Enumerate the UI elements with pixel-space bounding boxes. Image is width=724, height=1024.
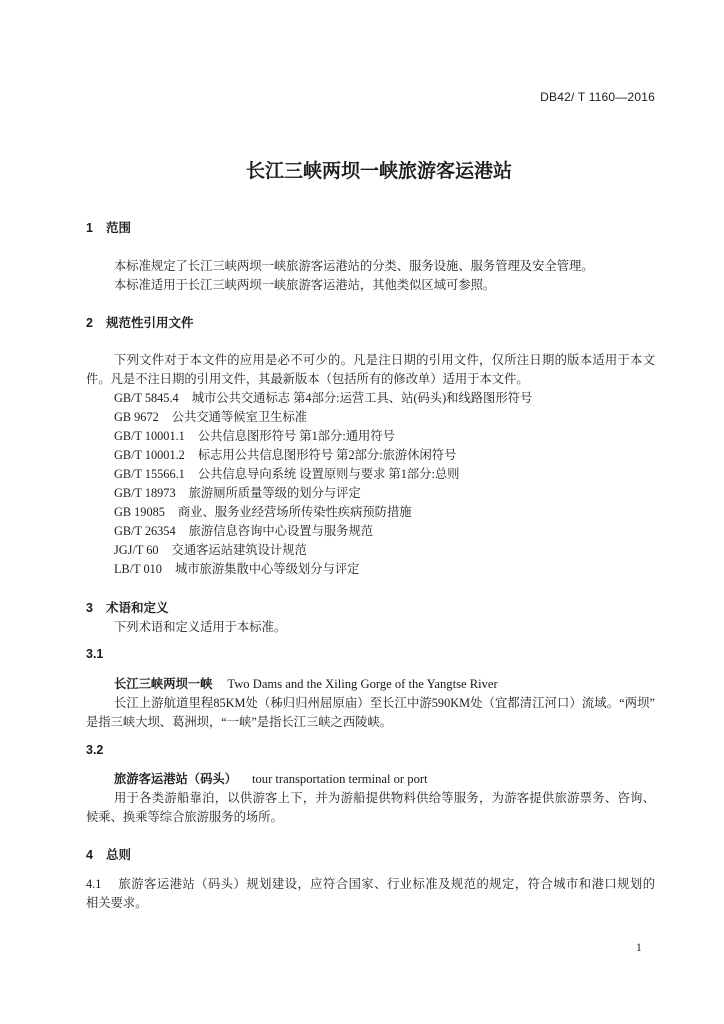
- clause-line: [86, 875, 655, 894]
- section-1-heading: [86, 219, 655, 238]
- page-number: 1: [636, 941, 642, 954]
- reference-code: GB/T 18973: [114, 485, 176, 500]
- reference-title: 旅游信息咨询中心设置与服务规范: [188, 523, 374, 538]
- reference-item: [86, 522, 655, 541]
- reference-title: 商业、服务业经营场所传染性疾病预防措施: [177, 504, 412, 519]
- reference-code: GB/T 5845.4: [114, 390, 179, 405]
- reference-item: [86, 408, 655, 427]
- reference-item: [86, 503, 655, 522]
- reference-item: [86, 560, 655, 579]
- reference-item: [86, 446, 655, 465]
- term-number: 3.1: [86, 646, 104, 661]
- reference-item: [86, 541, 655, 560]
- term-english: tour transportation terminal or port: [251, 771, 428, 786]
- reference-title: 公共交通等候室卫生标准: [171, 409, 308, 424]
- section-3-heading: [86, 599, 655, 618]
- term-entry: [86, 675, 655, 694]
- term-definition: [86, 694, 655, 732]
- section-title: 总则: [106, 847, 132, 862]
- term-definition: [86, 789, 655, 827]
- reference-title: 公共信息图形符号 第1部分:通用符号: [197, 428, 395, 443]
- reference-title: 旅游厕所质量等级的划分与评定: [188, 485, 361, 500]
- section-title: 规范性引用文件: [106, 315, 194, 330]
- page-title: 长江三峡两坝一峡旅游客运港站: [246, 161, 513, 182]
- reference-title: 交通客运站建筑设计规范: [171, 542, 307, 557]
- paragraph: 本标准规定了长江三峡两坝一峡旅游客运港站的分类、服务设施、服务管理及安全管理。: [114, 258, 594, 273]
- reference-code: GB 9672: [114, 409, 159, 424]
- section-2-heading: [86, 314, 655, 333]
- reference-item: [86, 484, 655, 503]
- reference-title: 公共信息导向系统 设置原则与要求 第1部分:总则: [197, 466, 460, 481]
- reference-list: [86, 389, 655, 579]
- section-number: 1: [86, 220, 93, 235]
- clause-line: 相关要求。: [86, 895, 148, 910]
- section-1-body: [86, 257, 655, 295]
- paragraph-line: 下列文件对于本文件的应用是必不可少的。凡是注日期的引用文件，仅所注日期的版本适用于本文: [114, 352, 655, 367]
- reference-item: [86, 465, 655, 484]
- section-3-intro: [86, 618, 655, 637]
- term-chinese: 旅游客运港站（码头）: [114, 771, 237, 786]
- section-number: 3: [86, 600, 93, 615]
- term-number: 3.2: [86, 742, 104, 757]
- clause-number: 4.1: [86, 876, 102, 891]
- reference-title: 城市旅游集散中心等级划分与评定: [174, 561, 360, 576]
- reference-code: GB/T 26354: [114, 523, 176, 538]
- reference-title: 城市公共交通标志 第4部分:运营工具、站(码头)和线路图形符号: [191, 390, 533, 405]
- reference-code: GB 19085: [114, 504, 165, 519]
- reference-code: JGJ/T 60: [114, 542, 159, 557]
- definition-line: 是指三峡大坝、葛洲坝，“一峡”是指长江三峡之西陵峡。: [86, 714, 393, 729]
- definition-line: 长江上游航道里程85KM处（秭归归州屈原庙）至长江中游590KM处（宜都清江河口）流域。“两坝”: [114, 695, 655, 710]
- section-number: 2: [86, 315, 93, 330]
- reference-code: LB/T 010: [114, 561, 162, 576]
- paragraph-line: 件。凡是不注日期的引用文件，其最新版本（包括所有的修改单）适用于本文件。: [86, 371, 529, 386]
- clause-text: 旅游客运港站（码头）规划建设，应符合国家、行业标准及规范的规定，符合城市和港口规划的: [118, 876, 655, 891]
- section-title: 术语和定义: [106, 600, 169, 615]
- term-line: [86, 675, 655, 694]
- section-4-heading: [86, 846, 655, 865]
- definition-line: 候乘、换乘等综合旅游服务的场所。: [86, 809, 283, 824]
- term-line: [86, 770, 655, 789]
- clause: [86, 875, 655, 913]
- reference-code: GB/T 10001.1: [114, 428, 185, 443]
- reference-title: 标志用公共信息图形符号 第2部分:旅游休闲符号: [197, 447, 457, 462]
- reference-code: GB/T 15566.1: [114, 466, 185, 481]
- section-number: 4: [86, 847, 93, 862]
- definition-line: 用于各类游船靠泊，以供游客上下，并为游船提供物料供给等服务，为游客提供旅游票务、咨询、: [114, 790, 655, 805]
- term-chinese: 长江三峡两坝一峡: [114, 676, 213, 691]
- paragraph: 本标准适用于长江三峡两坝一峡旅游客运港站，其他类似区域可参照。: [114, 277, 496, 292]
- term-english: Two Dams and the Xiling Gorge of the Yangtse River: [227, 676, 498, 691]
- reference-item: [86, 427, 655, 446]
- section-2-intro: [86, 351, 655, 389]
- reference-code: GB/T 10001.2: [114, 447, 185, 462]
- reference-item: [86, 389, 655, 408]
- term-entry: [86, 770, 655, 789]
- paragraph: 下列术语和定义适用于本标准。: [114, 619, 287, 634]
- section-title: 范围: [106, 220, 132, 235]
- document-code: DB42/ T 1160—2016: [540, 89, 655, 104]
